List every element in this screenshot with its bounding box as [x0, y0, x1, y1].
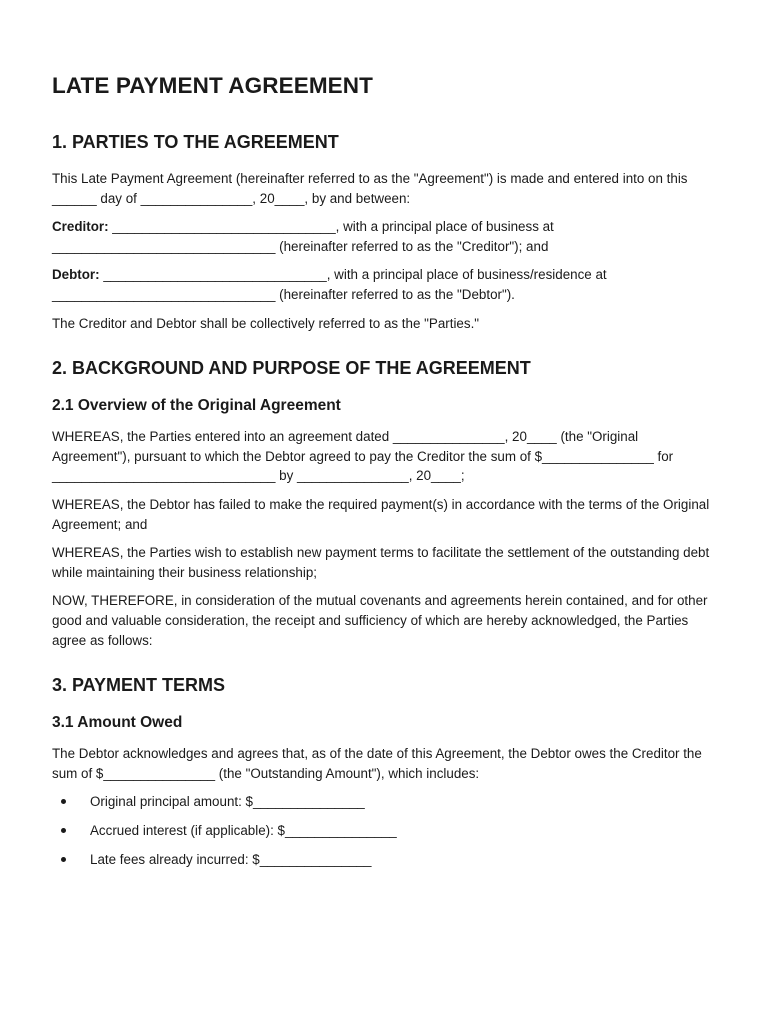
- collective-paragraph: The Creditor and Debtor shall be collectively referred to as the "Parties.": [52, 315, 480, 331]
- bullet-icon: [61, 857, 66, 862]
- section-parties: [52, 129, 718, 333]
- section-heading: 2. BACKGROUND AND PURPOSE OF THE AGREEMENT: [52, 358, 531, 379]
- list-item-text: Late fees already incurred: $_______________: [90, 852, 372, 868]
- whereas-paragraph: WHEREAS, the Parties entered into an agreement dated _______________, 20____ (the "Original Agreement"), pursuant to which the Debtor agreed to pay the Creditor the sum of $_______________ for ______________________________ by _______________, 20____;: [52, 429, 674, 484]
- debtor-text: ______________________________, with a principal place of business/residence at ______________________________ (hereinafter referred to as the "Debtor").: [52, 267, 607, 302]
- creditor-label: Creditor:: [52, 219, 109, 235]
- debtor-label: Debtor:: [52, 267, 100, 283]
- whereas-paragraph: WHEREAS, the Debtor has failed to make the required payment(s) in accordance with the terms of the Original Agreement; and: [52, 496, 710, 532]
- document-title: LATE PAYMENT AGREEMENT: [52, 73, 373, 98]
- creditor-paragraph: [52, 217, 718, 256]
- whereas-paragraph: WHEREAS, the Parties wish to establish new payment terms to facilitate the settlement of the outstanding debt while maintaining their business relationship;: [52, 545, 710, 580]
- now-therefore-paragraph: NOW, THEREFORE, in consideration of the mutual covenants and agreements herein contained, and for other good and valuable consideration, the receipt and sufficiency of which are hereby acknowledged, the Parties agree as follows:: [52, 593, 708, 648]
- section-background: [52, 355, 718, 650]
- bullet-icon: [61, 799, 66, 804]
- list-item-text: Accrued interest (if applicable): $_______________: [90, 823, 397, 839]
- bullet-icon: [61, 828, 66, 833]
- list-item: [52, 792, 718, 812]
- subsection-heading: 2.1 Overview of the Original Agreement: [52, 397, 341, 415]
- section-heading: 1. PARTIES TO THE AGREEMENT: [52, 132, 339, 152]
- amount-breakdown-list: [52, 792, 718, 870]
- debtor-paragraph: [52, 265, 718, 304]
- amount-owed-paragraph: The Debtor acknowledges and agrees that, as of the date of this Agreement, the Debtor owes the Creditor the sum of $_______________ (the "Outstanding Amount"), which includes:: [52, 746, 702, 781]
- subsection-heading: 3.1 Amount Owed: [52, 714, 183, 732]
- list-item-text: Original principal amount: $_______________: [90, 794, 365, 810]
- list-item: [52, 850, 718, 870]
- intro-paragraph: This Late Payment Agreement (hereinafter referred to as the "Agreement") is made and entered into on this ______ day of _______________, 20____, by and between:: [52, 171, 688, 206]
- section-heading: 3. PAYMENT TERMS: [52, 675, 226, 696]
- creditor-text: ______________________________, with a principal place of business at ______________________________ (hereinafter referred to as the "Creditor"); and: [52, 219, 554, 254]
- list-item: [52, 821, 718, 841]
- section-payment-terms: [52, 672, 718, 870]
